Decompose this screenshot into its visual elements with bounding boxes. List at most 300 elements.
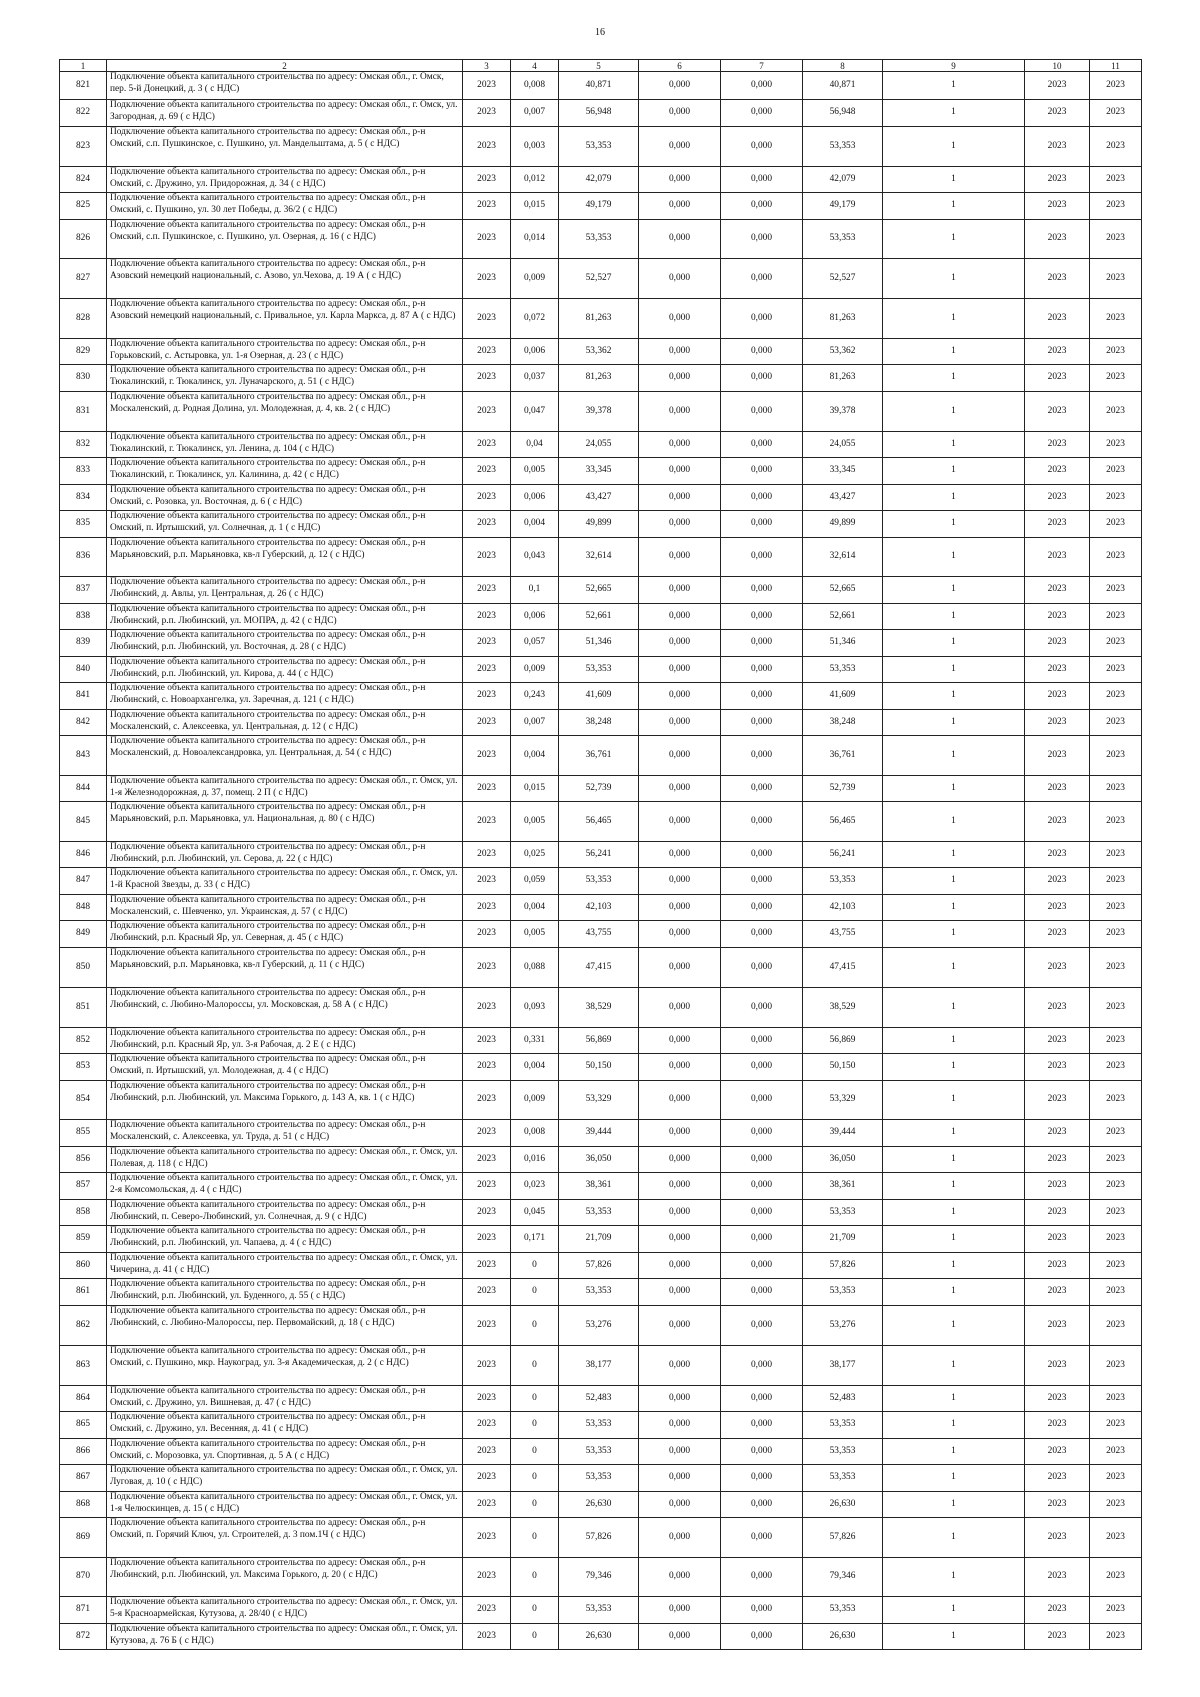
column-header-1: 1 <box>60 60 107 72</box>
length-value-cell: 0 <box>511 1465 559 1492</box>
start-year-cell: 2023 <box>1025 1147 1090 1173</box>
row-number-cell: 838 <box>60 604 107 630</box>
object-description-cell: Подключение объекта капитального строительства по адресу: Омская обл., р-н Омский, с. Дружино, ул. Вишневая, д. 47 ( с НДС) <box>107 1386 463 1412</box>
year-cell: 2023 <box>463 365 511 392</box>
end-year-cell: 2023 <box>1090 365 1142 392</box>
end-year-cell: 2023 <box>1090 988 1142 1028</box>
cost-sum-cell: 79,346 <box>803 1558 883 1597</box>
table-row <box>60 1412 1142 1439</box>
cost-total-cell: 53,353 <box>559 868 639 895</box>
object-description-cell: Подключение объекта капитального строительства по адресу: Омская обл., г. Омск, ул. 1-й Красной Звезды, д. 33 ( с НДС) <box>107 868 463 895</box>
table-row <box>60 220 1142 259</box>
data-table <box>59 59 1142 1650</box>
end-year-cell: 2023 <box>1090 1253 1142 1279</box>
year-cell: 2023 <box>463 511 511 538</box>
start-year-cell: 2023 <box>1025 1346 1090 1386</box>
row-number-cell: 823 <box>60 127 107 167</box>
cost-sum-cell: 53,353 <box>803 1200 883 1226</box>
cost-zero-a-cell: 0,000 <box>639 259 721 299</box>
year-cell: 2023 <box>463 432 511 458</box>
cost-zero-a-cell: 0,000 <box>639 1386 721 1412</box>
table-row <box>60 485 1142 511</box>
cost-zero-b-cell: 0,000 <box>721 1465 803 1492</box>
cost-total-cell: 56,241 <box>559 842 639 868</box>
year-cell: 2023 <box>463 895 511 921</box>
table-row <box>60 1306 1142 1346</box>
cost-sum-cell: 39,444 <box>803 1120 883 1147</box>
cost-zero-b-cell: 0,000 <box>721 1054 803 1081</box>
cost-total-cell: 53,353 <box>559 127 639 167</box>
cost-sum-cell: 26,630 <box>803 1492 883 1518</box>
object-description-cell: Подключение объекта капитального строительства по адресу: Омская обл., г. Омск, ул. 5-я Красноармейская, Кутузова, д. 28/40 ( с НДС) <box>107 1597 463 1624</box>
cost-sum-cell: 51,346 <box>803 630 883 657</box>
column-header-5: 5 <box>559 60 639 72</box>
length-value-cell: 0 <box>511 1279 559 1306</box>
year-cell: 2023 <box>463 710 511 736</box>
cost-zero-a-cell: 0,000 <box>639 299 721 339</box>
row-number-cell: 834 <box>60 485 107 511</box>
cost-sum-cell: 56,869 <box>803 1028 883 1054</box>
row-number-cell: 846 <box>60 842 107 868</box>
object-description-cell: Подключение объекта капитального строительства по адресу: Омская обл., г. Омск, ул. 1-я Челюскинцев, д. 15 ( с НДС) <box>107 1492 463 1518</box>
end-year-cell: 2023 <box>1090 1173 1142 1200</box>
cost-sum-cell: 53,353 <box>803 1439 883 1465</box>
length-value-cell: 0,008 <box>511 72 559 100</box>
cost-sum-cell: 52,661 <box>803 604 883 630</box>
cost-total-cell: 24,055 <box>559 432 639 458</box>
length-value-cell: 0,009 <box>511 657 559 683</box>
end-year-cell: 2023 <box>1090 802 1142 842</box>
cost-zero-b-cell: 0,000 <box>721 167 803 193</box>
end-year-cell: 2023 <box>1090 167 1142 193</box>
start-year-cell: 2023 <box>1025 127 1090 167</box>
row-number-cell: 848 <box>60 895 107 921</box>
cost-total-cell: 53,353 <box>559 1412 639 1439</box>
year-cell: 2023 <box>463 1147 511 1173</box>
cost-zero-b-cell: 0,000 <box>721 604 803 630</box>
start-year-cell: 2023 <box>1025 842 1090 868</box>
cost-total-cell: 47,415 <box>559 948 639 988</box>
column-header-7: 7 <box>721 60 803 72</box>
table-row <box>60 392 1142 432</box>
end-year-cell: 2023 <box>1090 1028 1142 1054</box>
cost-zero-b-cell: 0,000 <box>721 1346 803 1386</box>
object-description-cell: Подключение объекта капитального строительства по адресу: Омская обл., р-н Тюкалинский, г. Тюкалинск, ул. Калинина, д. 42 ( с НДС) <box>107 458 463 485</box>
cost-zero-b-cell: 0,000 <box>721 1412 803 1439</box>
cost-zero-a-cell: 0,000 <box>639 1492 721 1518</box>
cost-zero-b-cell: 0,000 <box>721 657 803 683</box>
length-value-cell: 0,003 <box>511 127 559 167</box>
cost-sum-cell: 32,614 <box>803 538 883 577</box>
start-year-cell: 2023 <box>1025 392 1090 432</box>
row-number-cell: 836 <box>60 538 107 577</box>
count-value-cell: 1 <box>883 365 1025 392</box>
end-year-cell: 2023 <box>1090 1120 1142 1147</box>
object-description-cell: Подключение объекта капитального строительства по адресу: Омская обл., р-н Омский, с.п. Пушкинское, с. Пушкино, ул. Мандельштама, д. 5 ( с НДС) <box>107 127 463 167</box>
cost-zero-a-cell: 0,000 <box>639 1279 721 1306</box>
cost-sum-cell: 53,329 <box>803 1081 883 1120</box>
start-year-cell: 2023 <box>1025 1120 1090 1147</box>
cost-zero-a-cell: 0,000 <box>639 776 721 802</box>
end-year-cell: 2023 <box>1090 1279 1142 1306</box>
cost-zero-b-cell: 0,000 <box>721 577 803 604</box>
row-number-cell: 851 <box>60 988 107 1028</box>
table-row <box>60 1492 1142 1518</box>
start-year-cell: 2023 <box>1025 1279 1090 1306</box>
cost-zero-a-cell: 0,000 <box>639 921 721 948</box>
count-value-cell: 1 <box>883 1147 1025 1173</box>
cost-zero-b-cell: 0,000 <box>721 802 803 842</box>
year-cell: 2023 <box>463 657 511 683</box>
length-value-cell: 0,006 <box>511 485 559 511</box>
end-year-cell: 2023 <box>1090 1226 1142 1253</box>
cost-sum-cell: 53,276 <box>803 1306 883 1346</box>
start-year-cell: 2023 <box>1025 1386 1090 1412</box>
count-value-cell: 1 <box>883 72 1025 100</box>
year-cell: 2023 <box>463 1253 511 1279</box>
object-description-cell: Подключение объекта капитального строительства по адресу: Омская обл., г. Омск, ул. Чичерина, д. 41 ( с НДС) <box>107 1253 463 1279</box>
cost-zero-a-cell: 0,000 <box>639 1054 721 1081</box>
year-cell: 2023 <box>463 392 511 432</box>
cost-sum-cell: 38,248 <box>803 710 883 736</box>
start-year-cell: 2023 <box>1025 167 1090 193</box>
start-year-cell: 2023 <box>1025 1253 1090 1279</box>
start-year-cell: 2023 <box>1025 1028 1090 1054</box>
cost-total-cell: 53,353 <box>559 1465 639 1492</box>
object-description-cell: Подключение объекта капитального строительства по адресу: Омская обл., р-н Любинский, п. Северо-Любинский, ул. Солнечная, д. 9 ( с НДС) <box>107 1200 463 1226</box>
start-year-cell: 2023 <box>1025 1492 1090 1518</box>
cost-zero-b-cell: 0,000 <box>721 1226 803 1253</box>
cost-zero-b-cell: 0,000 <box>721 921 803 948</box>
cost-zero-a-cell: 0,000 <box>639 100 721 127</box>
row-number-cell: 831 <box>60 392 107 432</box>
year-cell: 2023 <box>463 259 511 299</box>
object-description-cell: Подключение объекта капитального строительства по адресу: Омская обл., р-н Любинский, р.п. Любинский, ул. Максима Горького, д. 143 А, кв. 1 ( с НДС) <box>107 1081 463 1120</box>
column-header-6: 6 <box>639 60 721 72</box>
year-cell: 2023 <box>463 339 511 365</box>
row-number-cell: 827 <box>60 259 107 299</box>
row-number-cell: 821 <box>60 72 107 100</box>
cost-zero-b-cell: 0,000 <box>721 736 803 776</box>
end-year-cell: 2023 <box>1090 1346 1142 1386</box>
row-number-cell: 869 <box>60 1518 107 1558</box>
row-number-cell: 864 <box>60 1386 107 1412</box>
object-description-cell: Подключение объекта капитального строительства по адресу: Омская обл., р-н Азовский немецкий национальный, с. Азово, ул.Чехова, д. 19 А ( с НДС) <box>107 259 463 299</box>
count-value-cell: 1 <box>883 1412 1025 1439</box>
year-cell: 2023 <box>463 167 511 193</box>
cost-sum-cell: 36,050 <box>803 1147 883 1173</box>
cost-sum-cell: 52,739 <box>803 776 883 802</box>
cost-zero-a-cell: 0,000 <box>639 1412 721 1439</box>
length-value-cell: 0 <box>511 1346 559 1386</box>
count-value-cell: 1 <box>883 392 1025 432</box>
object-description-cell: Подключение объекта капитального строительства по адресу: Омская обл., р-н Любинский, р.п. Любинский, ул. Кирова, д. 44 ( с НДС) <box>107 657 463 683</box>
year-cell: 2023 <box>463 577 511 604</box>
object-description-cell: Подключение объекта капитального строительства по адресу: Омская обл., г. Омск, ул. 1-я Железнодорожная, д. 37, помещ. 2 П ( с НДС) <box>107 776 463 802</box>
object-description-cell: Подключение объекта капитального строительства по адресу: Омская обл., р-н Тюкалинский, г. Тюкалинск, ул. Ленина, д. 104 ( с НДС) <box>107 432 463 458</box>
length-value-cell: 0,015 <box>511 193 559 220</box>
cost-zero-a-cell: 0,000 <box>639 1173 721 1200</box>
cost-zero-a-cell: 0,000 <box>639 948 721 988</box>
table-row <box>60 802 1142 842</box>
length-value-cell: 0,072 <box>511 299 559 339</box>
end-year-cell: 2023 <box>1090 511 1142 538</box>
cost-zero-b-cell: 0,000 <box>721 1306 803 1346</box>
row-number-cell: 871 <box>60 1597 107 1624</box>
cost-zero-a-cell: 0,000 <box>639 511 721 538</box>
cost-sum-cell: 38,177 <box>803 1346 883 1386</box>
count-value-cell: 1 <box>883 220 1025 259</box>
row-number-cell: 844 <box>60 776 107 802</box>
cost-total-cell: 53,362 <box>559 339 639 365</box>
cost-zero-a-cell: 0,000 <box>639 630 721 657</box>
cost-total-cell: 43,427 <box>559 485 639 511</box>
count-value-cell: 1 <box>883 842 1025 868</box>
row-number-cell: 843 <box>60 736 107 776</box>
table-row <box>60 299 1142 339</box>
row-number-cell: 824 <box>60 167 107 193</box>
start-year-cell: 2023 <box>1025 868 1090 895</box>
end-year-cell: 2023 <box>1090 710 1142 736</box>
cost-total-cell: 38,177 <box>559 1346 639 1386</box>
table-row <box>60 1346 1142 1386</box>
object-description-cell: Подключение объекта капитального строительства по адресу: Омская обл., р-н Омский, п. Горячий Ключ, ул. Строителей, д. 3 пом.1Ч ( с НДС) <box>107 1518 463 1558</box>
cost-zero-b-cell: 0,000 <box>721 868 803 895</box>
cost-total-cell: 53,353 <box>559 220 639 259</box>
cost-zero-a-cell: 0,000 <box>639 72 721 100</box>
length-value-cell: 0,171 <box>511 1226 559 1253</box>
object-description-cell: Подключение объекта капитального строительства по адресу: Омская обл., р-н Любинский, р.п. Любинский, ул. Максима Горького, д. 20 ( с НДС) <box>107 1558 463 1597</box>
cost-sum-cell: 53,353 <box>803 1412 883 1439</box>
cost-total-cell: 53,353 <box>559 1279 639 1306</box>
table-row <box>60 630 1142 657</box>
count-value-cell: 1 <box>883 193 1025 220</box>
year-cell: 2023 <box>463 1173 511 1200</box>
cost-zero-a-cell: 0,000 <box>639 604 721 630</box>
cost-zero-a-cell: 0,000 <box>639 392 721 432</box>
object-description-cell: Подключение объекта капитального строительства по адресу: Омская обл., р-н Любинский, р.п. Красный Яр, ул. Северная, д. 45 ( с НДС) <box>107 921 463 948</box>
cost-zero-b-cell: 0,000 <box>721 299 803 339</box>
cost-total-cell: 53,353 <box>559 1439 639 1465</box>
object-description-cell: Подключение объекта капитального строительства по адресу: Омская обл., г. Омск, ул. Кутузова, д. 76 Б ( с НДС) <box>107 1624 463 1650</box>
cost-sum-cell: 53,353 <box>803 127 883 167</box>
cost-zero-a-cell: 0,000 <box>639 432 721 458</box>
cost-total-cell: 49,179 <box>559 193 639 220</box>
cost-total-cell: 38,361 <box>559 1173 639 1200</box>
end-year-cell: 2023 <box>1090 1439 1142 1465</box>
cost-zero-b-cell: 0,000 <box>721 683 803 710</box>
year-cell: 2023 <box>463 1624 511 1650</box>
start-year-cell: 2023 <box>1025 220 1090 259</box>
row-number-cell: 842 <box>60 710 107 736</box>
cost-sum-cell: 57,826 <box>803 1253 883 1279</box>
row-number-cell: 835 <box>60 511 107 538</box>
object-description-cell: Подключение объекта капитального строительства по адресу: Омская обл., р-н Омский, п. Иртышский, ул. Солнечная, д. 1 ( с НДС) <box>107 511 463 538</box>
cost-sum-cell: 53,353 <box>803 868 883 895</box>
row-number-cell: 830 <box>60 365 107 392</box>
start-year-cell: 2023 <box>1025 100 1090 127</box>
table-row <box>60 736 1142 776</box>
cost-zero-b-cell: 0,000 <box>721 948 803 988</box>
count-value-cell: 1 <box>883 1346 1025 1386</box>
cost-zero-a-cell: 0,000 <box>639 988 721 1028</box>
cost-zero-b-cell: 0,000 <box>721 432 803 458</box>
cost-zero-a-cell: 0,000 <box>639 657 721 683</box>
row-number-cell: 833 <box>60 458 107 485</box>
length-value-cell: 0,006 <box>511 604 559 630</box>
length-value-cell: 0,1 <box>511 577 559 604</box>
row-number-cell: 861 <box>60 1279 107 1306</box>
start-year-cell: 2023 <box>1025 1624 1090 1650</box>
start-year-cell: 2023 <box>1025 458 1090 485</box>
cost-sum-cell: 81,263 <box>803 365 883 392</box>
year-cell: 2023 <box>463 1028 511 1054</box>
year-cell: 2023 <box>463 299 511 339</box>
year-cell: 2023 <box>463 1346 511 1386</box>
table-row <box>60 127 1142 167</box>
start-year-cell: 2023 <box>1025 1465 1090 1492</box>
end-year-cell: 2023 <box>1090 1624 1142 1650</box>
table-row <box>60 657 1142 683</box>
cost-sum-cell: 81,263 <box>803 299 883 339</box>
cost-zero-a-cell: 0,000 <box>639 683 721 710</box>
cost-total-cell: 81,263 <box>559 299 639 339</box>
cost-zero-a-cell: 0,000 <box>639 365 721 392</box>
cost-zero-a-cell: 0,000 <box>639 710 721 736</box>
length-value-cell: 0,004 <box>511 736 559 776</box>
cost-sum-cell: 56,465 <box>803 802 883 842</box>
row-number-cell: 855 <box>60 1120 107 1147</box>
row-number-cell: 839 <box>60 630 107 657</box>
cost-zero-a-cell: 0,000 <box>639 577 721 604</box>
length-value-cell: 0 <box>511 1412 559 1439</box>
row-number-cell: 822 <box>60 100 107 127</box>
length-value-cell: 0 <box>511 1492 559 1518</box>
object-description-cell: Подключение объекта капитального строительства по адресу: Омская обл., г. Омск, ул. Загородная, д. 69 ( с НДС) <box>107 100 463 127</box>
table-row <box>60 842 1142 868</box>
end-year-cell: 2023 <box>1090 1465 1142 1492</box>
cost-zero-a-cell: 0,000 <box>639 1465 721 1492</box>
cost-zero-a-cell: 0,000 <box>639 1147 721 1173</box>
cost-total-cell: 79,346 <box>559 1558 639 1597</box>
cost-zero-a-cell: 0,000 <box>639 1346 721 1386</box>
length-value-cell: 0 <box>511 1624 559 1650</box>
object-description-cell: Подключение объекта капитального строительства по адресу: Омская обл., г. Омск, пер. 5-й Донецкий, д. 3 ( с НДС) <box>107 72 463 100</box>
year-cell: 2023 <box>463 1439 511 1465</box>
cost-total-cell: 56,869 <box>559 1028 639 1054</box>
count-value-cell: 1 <box>883 1558 1025 1597</box>
cost-total-cell: 49,899 <box>559 511 639 538</box>
length-value-cell: 0,004 <box>511 895 559 921</box>
table-row <box>60 259 1142 299</box>
object-description-cell: Подключение объекта капитального строительства по адресу: Омская обл., р-н Омский, с. Дружино, ул. Весенняя, д. 41 ( с НДС) <box>107 1412 463 1439</box>
year-cell: 2023 <box>463 193 511 220</box>
cost-total-cell: 42,079 <box>559 167 639 193</box>
length-value-cell: 0,243 <box>511 683 559 710</box>
object-description-cell: Подключение объекта капитального строительства по адресу: Омская обл., г. Омск, ул. Луговая, д. 10 ( с НДС) <box>107 1465 463 1492</box>
cost-zero-b-cell: 0,000 <box>721 100 803 127</box>
start-year-cell: 2023 <box>1025 1412 1090 1439</box>
count-value-cell: 1 <box>883 604 1025 630</box>
year-cell: 2023 <box>463 538 511 577</box>
object-description-cell: Подключение объекта капитального строительства по адресу: Омская обл., р-н Омский, с. Розовка, ул. Восточная, д. 6 ( с НДС) <box>107 485 463 511</box>
object-description-cell: Подключение объекта капитального строительства по адресу: Омская обл., р-н Тюкалинский, г. Тюкалинск, ул. Луначарского, д. 51 ( с НДС) <box>107 365 463 392</box>
end-year-cell: 2023 <box>1090 868 1142 895</box>
length-value-cell: 0,057 <box>511 630 559 657</box>
cost-zero-b-cell: 0,000 <box>721 1492 803 1518</box>
table-row <box>60 1439 1142 1465</box>
row-number-cell: 870 <box>60 1558 107 1597</box>
cost-zero-a-cell: 0,000 <box>639 485 721 511</box>
object-description-cell: Подключение объекта капитального строительства по адресу: Омская обл., р-н Любинский, с. Любино-Малороссы, ул. Московская, д. 58 А ( с НДС) <box>107 988 463 1028</box>
length-value-cell: 0,04 <box>511 432 559 458</box>
cost-sum-cell: 21,709 <box>803 1226 883 1253</box>
cost-sum-cell: 52,483 <box>803 1386 883 1412</box>
start-year-cell: 2023 <box>1025 802 1090 842</box>
count-value-cell: 1 <box>883 683 1025 710</box>
object-description-cell: Подключение объекта капитального строительства по адресу: Омская обл., р-н Горьковский, с. Астыровка, ул. 1-я Озерная, д. 23 ( с НДС) <box>107 339 463 365</box>
start-year-cell: 2023 <box>1025 1226 1090 1253</box>
count-value-cell: 1 <box>883 538 1025 577</box>
table-row <box>60 1120 1142 1147</box>
end-year-cell: 2023 <box>1090 1306 1142 1346</box>
cost-zero-b-cell: 0,000 <box>721 895 803 921</box>
length-value-cell: 0 <box>511 1386 559 1412</box>
cost-sum-cell: 26,630 <box>803 1624 883 1650</box>
object-description-cell: Подключение объекта капитального строительства по адресу: Омская обл., р-н Марьяновский, р.п. Марьяновка, кв-л Губерский, д. 12 ( с НДС) <box>107 538 463 577</box>
count-value-cell: 1 <box>883 948 1025 988</box>
table-row <box>60 365 1142 392</box>
table-row <box>60 100 1142 127</box>
cost-sum-cell: 52,665 <box>803 577 883 604</box>
cost-zero-b-cell: 0,000 <box>721 1439 803 1465</box>
object-description-cell: Подключение объекта капитального строительства по адресу: Омская обл., р-н Любинский, д. Авлы, ул. Центральная, д. 26 ( с НДС) <box>107 577 463 604</box>
end-year-cell: 2023 <box>1090 683 1142 710</box>
end-year-cell: 2023 <box>1090 193 1142 220</box>
count-value-cell: 1 <box>883 868 1025 895</box>
table-row <box>60 868 1142 895</box>
cost-zero-a-cell: 0,000 <box>639 1624 721 1650</box>
cost-zero-b-cell: 0,000 <box>721 220 803 259</box>
length-value-cell: 0,008 <box>511 1120 559 1147</box>
length-value-cell: 0,059 <box>511 868 559 895</box>
start-year-cell: 2023 <box>1025 630 1090 657</box>
count-value-cell: 1 <box>883 1492 1025 1518</box>
cost-total-cell: 52,661 <box>559 604 639 630</box>
cost-total-cell: 40,871 <box>559 72 639 100</box>
start-year-cell: 2023 <box>1025 1518 1090 1558</box>
cost-sum-cell: 57,826 <box>803 1518 883 1558</box>
row-number-cell: 872 <box>60 1624 107 1650</box>
length-value-cell: 0 <box>511 1597 559 1624</box>
year-cell: 2023 <box>463 802 511 842</box>
table-row <box>60 1465 1142 1492</box>
cost-sum-cell: 43,427 <box>803 485 883 511</box>
row-number-cell: 849 <box>60 921 107 948</box>
cost-zero-a-cell: 0,000 <box>639 1120 721 1147</box>
cost-sum-cell: 53,353 <box>803 1279 883 1306</box>
length-value-cell: 0,005 <box>511 458 559 485</box>
end-year-cell: 2023 <box>1090 1147 1142 1173</box>
count-value-cell: 1 <box>883 802 1025 842</box>
object-description-cell: Подключение объекта капитального строительства по адресу: Омская обл., г. Омск, ул. Полевая, д. 118 ( с НДС) <box>107 1147 463 1173</box>
length-value-cell: 0,004 <box>511 511 559 538</box>
length-value-cell: 0 <box>511 1306 559 1346</box>
length-value-cell: 0,023 <box>511 1173 559 1200</box>
cost-sum-cell: 38,361 <box>803 1173 883 1200</box>
end-year-cell: 2023 <box>1090 432 1142 458</box>
length-value-cell: 0,005 <box>511 802 559 842</box>
